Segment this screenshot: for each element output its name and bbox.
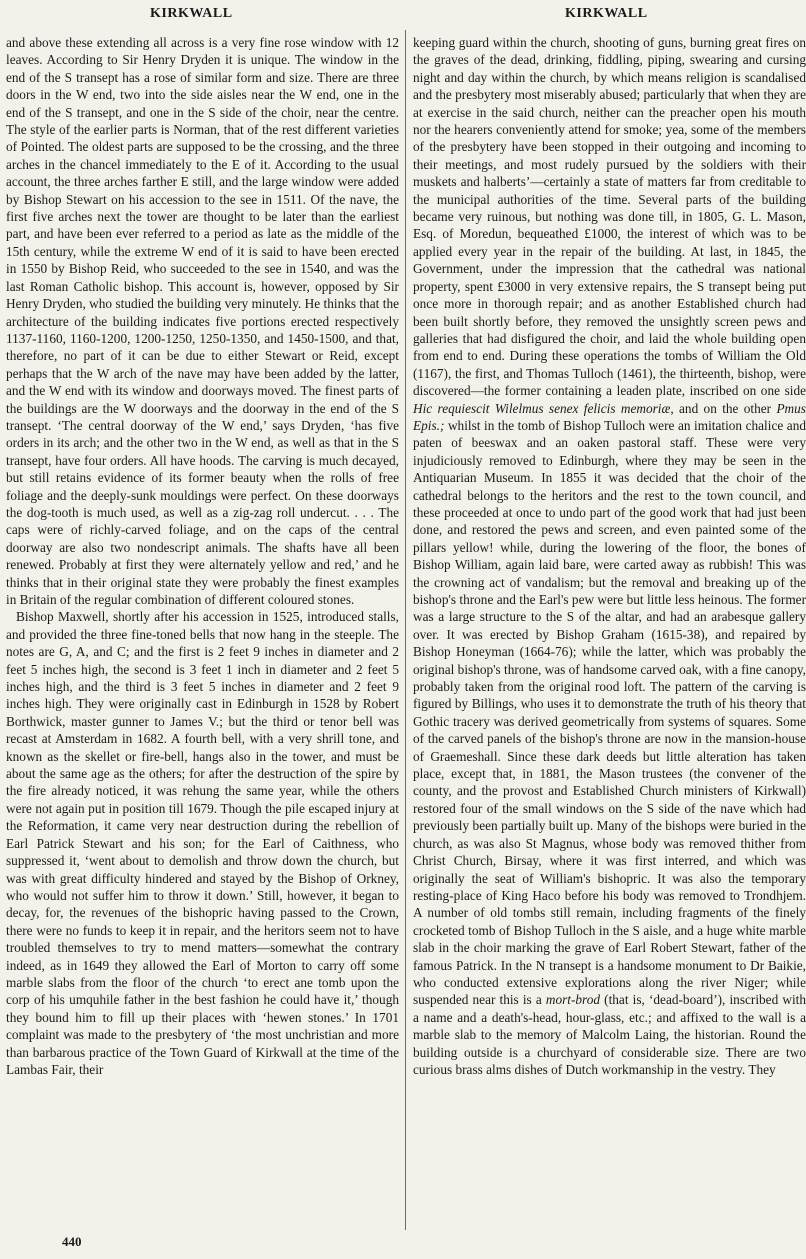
right-paragraph-1 [413, 34, 806, 1078]
running-head-left: KIRKWALL [150, 6, 233, 21]
latin-inscription-2: Pmus Epis.; [413, 400, 806, 433]
left-paragraph-1: and above these extending all across is a very fine rose window with 12 leaves. According to Sir Henry Dryden it is unique. The window in the end of the S transept has a rose of similar form and size. There are three doors in the W end, two into the side aisles near the W end, one in the end of the S transept, and one in the S side of the choir, near the centre. The style of the earlier parts is Norman, that of the rest different varieties of Pointed. The oldest parts are supposed to be the crossing, and the three arches in the chancel immediately to the E of it. According to the usual account, the three arches farther E still, and the large window were added by Bishop Stewart on his accession to the see in 1511. Of the nave, the first five arches next the tower are thought to be later than the earliest part, and have been ever referred to a period as late as the middle of the 15th century, while the extreme W end of it is said to have been erected in 1550 by Bishop Reid, who succeeded to the see in 1540, and was the last Roman Catholic bishop. This account is, however, opposed by Sir Henry Dryden, who studied the building very minutely. He thinks that the architecture of the building indicates five portions erected respectively 1137-1160, 1160-1200, 1200-1250, 1250-1350, and 1450-1500, and that, therefore, no part of it can be due to either Stewart or Reid, except perhaps that the W arch of the nave may have been added by the latter, and the W end with its window and doorways moved. The finest parts of the buildings are the W doorways and the doorway in the end of the S transept. ‘The central doorway of the W end,’ says Dryden, ‘has five orders in its arch; and the other two in the W end, as well as that in the S transept, have four orders. All have hoods. The carving is much decayed, but still retains evidence of its former beauty when the rolls of free foliage and the deeply-sunk mouldings were perfect. On these doorways the dog-tooth is much used, as well as a zig-zag roll undercut. . . . The caps were of richly-carved foliage, and on the caps of the central doorway are also two nondescript animals. The shafts have all been renewed. Probably at first they were alternately yellow and red,’ and he thinks that in their original state they were probably the finest examples in Britain of the regular combination of different coloured stones. [6, 35, 399, 607]
right-text-segment-d: (that is, ‘dead-board’), inscribed with a name and a death's-head, hour-glass, etc.; and affixed to the wall is a marble slab to the memory of Malcolm Laing, the historian. Round the building outside is a churchyard of considerable size. There are two curious brass alms dishes of Dutch workmanship in the vestry. They [413, 992, 806, 1077]
right-text-segment-b: , and on the other [670, 400, 777, 416]
running-head [0, 6, 800, 26]
right-text-segment-a: keeping guard within the church, shooting of guns, burning great fires on the graves of the dead, drinking, fiddling, piping, swearing and cursing night and day within the church, by which means religion is scandalised and the presbytery most miserably abused; particularly that when they are at exercise in the said church, neither can the preacher open his mouth nor the hearers conveniently attend for smoke; yea, some of the members of the presbytery have been stopped in their outgoing and incoming to their meetings, and most rudely pursued by the soldiers with their muskets and halberts’—certainly a state of matters far from creditable to the municipal authorities of the time. Several parts of the building became very ruinous, but nothing was done till, in 1805, G. L. Mason, Esq. of Moredun, bequeathed £1000, the interest of which was to be applied every year in the repair of the building. At last, in 1845, the Government, under the impression that the cathedral was national property, spent £3000 in very extensive repairs, the S transept being put once more in thorough repair; and as another Established church had been built shortly before, they removed the unsightly screen pews and galleries that had disfigured the choir, and laid the whole building open from end to end. During these operations the tombs of William the Old (1167), the first, and Thomas Tulloch (1461), the thirteenth, bishop, were discovered—the former containing a leaden plate, inscribed on one side [413, 35, 806, 399]
column-divider [405, 30, 406, 1230]
right-column [413, 34, 806, 1230]
mort-brod-term: mort-brod [545, 992, 601, 1008]
page-number: 440 [62, 1234, 82, 1249]
running-head-right: KIRKWALL [565, 6, 648, 21]
left-paragraph-2: Bishop Maxwell, shortly after his accession in 1525, introduced stalls, and provided the three fine-toned bells that now hang in the steeple. The notes are G, A, and C; and the first is 2 feet 9 inches in diameter and 2 feet 5 inches high, the second is 3 feet 1 inch in diameter and 2 feet 5 inches high, and the third is 3 feet 5 inches in diameter and 2 feet 9 inches high. They were originally cast in Edinburgh in 1528 by Robert Borthwick, master gunner to James V.; but the third or tenor bell was recast at Amsterdam in 1682. A fourth bell, with a very shrill tone, and known as the skellet or fire-bell, hangs also in the tower, and must be about the same age as the others; for after the destruction of the spire by the fire already noticed, it was rehung the same year, while the others were not again put in position till 1679. Though the pile escaped injury at the Reformation, it came very near destruction during the rebellion of Earl Patrick Stewart and his son; for the Earl of Caithness, who suppressed it, ‘went about to demolish and throw down the church, but was with great difficulty hindered and stayed by the Bishop of Orkney, who would not suffer him to throw it down.’ Still, however, it began to decay, for, the revenues of the bishopric having passed to the Crown, there were no funds to keep it in repair, and the heritors seem not to have troubled themselves to try to mend matters—somewhat the contrary indeed, as in 1649 they allowed the Earl of Morton to carry off some marble slabs from the floor of the church ‘to erect ane tomb upon the corp of his umquhile father in the best fashion he could have it,’ though they bound him to fill up their places with ‘hewen stones.’ In 1701 complaint was made to the presbytery of ‘the most unchristian and more than barbarous practice of the Town Guard of Kirkwall at the time of the Lambas Fair, their [6, 609, 399, 1077]
right-text-segment-c: whilst in the tomb of Bishop Tulloch were an imitation chalice and paten of beeswax and an oaken pastoral staff. These were very injudiciously removed to Edinburgh, where they may be seen in the Antiquarian Museum. In 1855 it was decided that the choir of the cathedral belongs to the heritors and the rest to the town council, and these proceeded at once to undo part of the good work that had just been done, and restored the pews and screen, and even painted some of the pillars yellow! while, during the lowering of the floor, the bones of Bishop William, again laid bare, were carted away as rubbish! This was the crowning act of vandalism; but the removal and breaking up of the bishop's throne and the Earl's pew were but little less heinous. The former was a large structure to the S of the altar, and had an arabesque gallery over. It was erected by Bishop Graham (1615-38), and repaired by Bishop Honeyman (1664-76); while the latter, which was probably the original bishop's throne, was of handsome carved oak, with a fine canopy, probably taken from the original rood loft. The pattern of the carving is figured by Billings, who uses it to demonstrate the truth of his theory that Gothic tracery was derived geometrically from systems of squares. Some of the carved panels of the bishop's throne are now in the mansion-house of Graemeshall. Since these dark deeds but little alteration has taken place, except that, in 1881, the Mason trustees (the convener of the county, and the provost and Established Church ministers of Kirkwall) restored four of the small windows on the S side of the nave which had previously been partially built up. Many of the bishops were buried in the church, as was also St Magnus, whose body was removed thither from Christ Church, Birsay, where it was first interred, and which was originally the seat of William's bishopric. It was also the temporary resting-place of King Haco before his body was removed to Trondhjem. A number of old tombs still remain, including fragments of the finely crocketed tomb of Bishop Tulloch in the S aisle, and a huge white marble slab in the choir marking the grave of Earl Robert Stewart, father of the famous Patrick. In the N transept is a handsome monument to Dr Baikie, who conducted extensive explorations along the river Niger; while suspended near this is a [413, 417, 806, 1008]
left-column [6, 34, 399, 1230]
latin-inscription: Hic requiescit Wilelmus senex felicis memoriæ [413, 400, 671, 416]
